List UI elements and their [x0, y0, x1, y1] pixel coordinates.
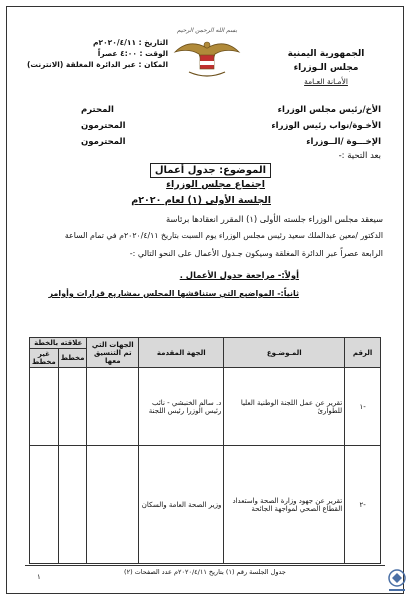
meeting-info — [27, 37, 168, 70]
col-header-topic: المـوضـوع — [224, 338, 345, 368]
addressee-1-honor: المحترم — [81, 105, 114, 115]
row-planned — [58, 446, 87, 564]
country-name: الجمهورية اليمنية — [287, 49, 365, 59]
agenda-item-1: أولاً:- مراجعة جدول الأعمال . — [179, 270, 299, 280]
addressee-2-honor: المحترمون — [81, 121, 126, 131]
row-planned — [58, 368, 87, 446]
subject-title: الموضوع: جدول أعمال — [150, 163, 271, 178]
row-unplanned — [30, 368, 59, 446]
addressee-2: الأخـوة/نواب رئيس الوزراء — [271, 121, 381, 131]
document-content — [21, 17, 389, 583]
col-header-submitter: الجهة المقدمة — [139, 338, 224, 368]
subject-session: الجلسة الأولى (١) لعام ٢٠٢٠م — [131, 195, 271, 206]
republic-emblem — [171, 27, 243, 83]
row-number: -٢ — [345, 446, 381, 564]
col-header-no: الرقم — [345, 338, 381, 368]
letterhead-issuer — [271, 47, 381, 89]
addressee-3-honor: المحترمون — [81, 137, 126, 147]
table-row — [30, 446, 381, 564]
body-line-3: الرابعة عصراً عبر الدائرة المغلقة وسيكون جـدول الأعمال على النحو التالي :- — [129, 249, 383, 258]
eagle-icon — [171, 36, 243, 80]
subject-meeting: اجتماع مجلس الوزراء — [166, 179, 265, 190]
agenda-item-2: ثانياً:- المواضيع التي ستناقشها المجلس بمشاريع قرارات وأوامر — [48, 289, 299, 298]
addressee-1: الأخ/رئيس مجلس الوزراء — [277, 105, 381, 115]
body-line-2: الدكتور /معين عبدالملك سعيد رئيس مجلس الوزراء يوم السبت بتاريخ ٢٠٢٠/٤/١١م في تمام الساعة — [64, 231, 383, 240]
document-page — [6, 6, 404, 594]
row-number: -١ — [345, 368, 381, 446]
council-name: مجلس الـوزراء — [293, 63, 359, 73]
addressee-3: الإخـــوة /الــوزراء — [306, 137, 381, 147]
meeting-time: الوقت : ٤:٠٠ عصراً — [97, 49, 169, 58]
col-header-coordination: الجهات التي تم التنسيق معها — [87, 338, 139, 368]
row-coordination — [87, 446, 139, 564]
page-number: ١ — [37, 573, 41, 581]
row-coordination — [87, 368, 139, 446]
agenda-table — [29, 337, 381, 564]
watermark-logo-icon — [386, 568, 408, 594]
page-footer: جدول الجلسة رقم (١) بتاريخ ٢٠٢٠/٤/١١م عدد الصفحات (٢) — [25, 565, 385, 576]
body-line-1: سيعقد مجلس الوزراء جلسته الأولى (١) المقرر انعقادها برئاسة — [165, 214, 383, 224]
row-submitter: د. سالم الخنبشي - نائب رئيس الوزرا رئيس اللجنة — [139, 368, 224, 446]
table-row — [30, 368, 381, 446]
meeting-place: المكان : عبر الدائرة المغلقة (الانترنت) — [27, 60, 169, 69]
col-header-plan-relation: علاقته بالخطة — [30, 338, 87, 349]
row-unplanned — [30, 446, 59, 564]
row-topic: تقرير عن عمل اللجنة الوطنية العليا للطوارئ — [224, 368, 345, 446]
salutation: بعد التحية :- — [338, 151, 381, 161]
row-topic: تقرير عن جهود وزارة الصحة واستعداد القطاع الصحي لمواجهة الجائحة — [224, 446, 345, 564]
secretariat-name: الأمـانة العـامة — [304, 77, 348, 86]
col-header-planned: مخطط — [58, 349, 87, 368]
meeting-date: التاريخ : ٢٠٢٠/٤/١١م — [93, 38, 169, 47]
table-header-row — [30, 338, 381, 349]
row-submitter: وزير الصحة العامة والسكان — [139, 446, 224, 564]
basmala-text: بسم الله الرحمن الرحيم — [176, 27, 238, 34]
col-header-unplanned: غير مخطط — [30, 349, 59, 368]
